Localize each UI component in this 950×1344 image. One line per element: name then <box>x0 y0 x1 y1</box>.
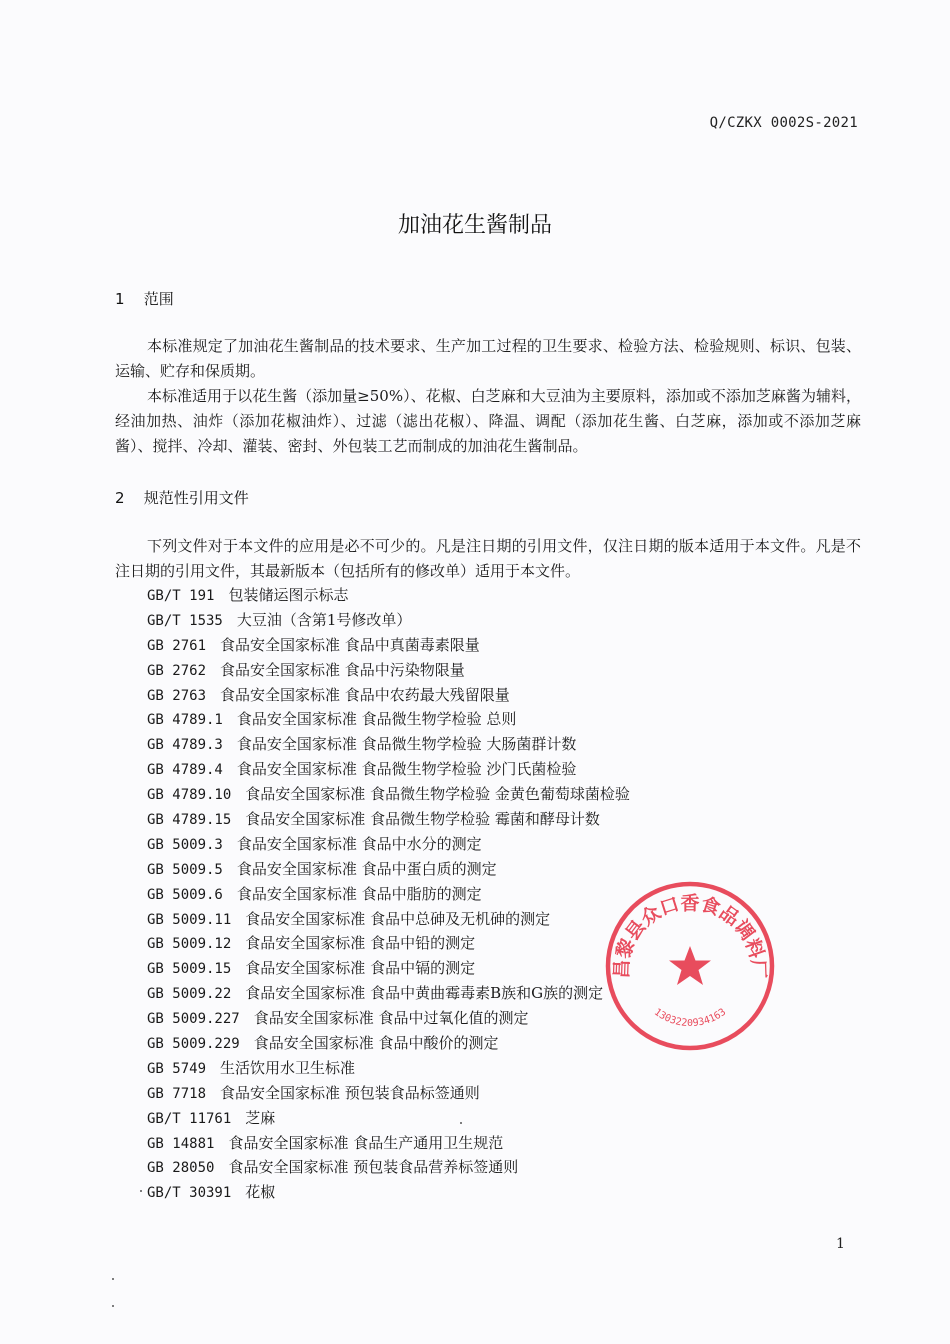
reference-code: GB 2763 <box>147 687 207 704</box>
scan-speck <box>140 1190 142 1192</box>
reference-title: 食品安全国家标准 食品中黄曲霉毒素B族和G族的测定 <box>245 984 604 1003</box>
reference-code: GB 2761 <box>147 637 207 654</box>
reference-list <box>147 583 630 1205</box>
reference-item <box>147 807 630 832</box>
section-2-paragraph-1: 下列文件对于本文件的应用是必不可少的。凡是注日期的引用文件，仅注日期的版本适用于本文件。凡是不注日期的引用文件，其最新版本（包括所有的修改单）适用于本文件。 <box>115 537 861 580</box>
reference-code: GB 7718 <box>147 1085 207 1102</box>
section-title: 范围 <box>143 290 174 308</box>
reference-title: 食品安全国家标准 食品中总砷及无机砷的测定 <box>245 909 551 928</box>
reference-title: 食品安全国家标准 食品中过氧化值的测定 <box>253 1009 529 1028</box>
scan-speck <box>112 1305 114 1307</box>
reference-item <box>147 1155 630 1180</box>
section-1-heading <box>115 288 174 309</box>
reference-item <box>147 1056 630 1081</box>
reference-item <box>147 633 630 658</box>
reference-code: GB 4789.10 <box>147 787 232 804</box>
reference-code: GB 14881 <box>147 1135 215 1152</box>
reference-title: 食品安全国家标准 食品微生物学检验 沙门氏菌检验 <box>236 760 577 779</box>
reference-code: GB 5749 <box>147 1060 207 1077</box>
reference-code: GB 4789.15 <box>147 812 232 829</box>
reference-title: 食品安全国家标准 预包装食品标签通则 <box>220 1083 480 1102</box>
reference-title: 食品安全国家标准 食品中铅的测定 <box>245 934 476 953</box>
document-code: Q/CZKX 0002S-2021 <box>709 115 858 131</box>
reference-code: GB/T 11761 <box>147 1110 232 1127</box>
reference-item <box>147 857 630 882</box>
reference-code: GB 5009.11 <box>147 911 232 928</box>
scan-speck <box>112 1278 114 1280</box>
section-number: 1 <box>115 290 125 308</box>
reference-code: GB 2762 <box>147 662 207 679</box>
section-title: 规范性引用文件 <box>143 489 249 507</box>
reference-item <box>147 907 630 932</box>
scan-speck <box>460 1122 462 1124</box>
reference-title: 食品安全国家标准 食品微生物学检验 总则 <box>236 710 517 729</box>
reference-title: 食品安全国家标准 食品微生物学检验 霉菌和酵母计数 <box>245 810 600 829</box>
reference-title: 芝麻 <box>245 1108 276 1127</box>
reference-title: 食品安全国家标准 预包装食品营养标签通则 <box>228 1158 519 1177</box>
reference-item <box>147 1006 630 1031</box>
reference-code: GB 4789.3 <box>147 737 223 754</box>
reference-code: GB 5009.5 <box>147 861 223 878</box>
reference-title: 生活饮用水卫生标准 <box>220 1058 356 1077</box>
reference-code: GB 5009.15 <box>147 961 232 978</box>
reference-title: 包装储运图示标志 <box>228 586 349 604</box>
section-number: 2 <box>115 489 125 507</box>
reference-title: 大豆油（含第1号修改单） <box>236 610 412 629</box>
reference-code: GB 5009.6 <box>147 886 223 903</box>
reference-code: GB 5009.3 <box>147 836 223 853</box>
reference-title: 食品安全国家标准 食品微生物学检验 大肠菌群计数 <box>236 735 577 754</box>
reference-code: GB 5009.12 <box>147 936 232 953</box>
reference-code: GB 28050 <box>147 1160 215 1177</box>
reference-item <box>147 683 630 708</box>
reference-item <box>147 1031 630 1056</box>
reference-code: GB 5009.227 <box>147 1011 240 1028</box>
reference-code: GB 5009.22 <box>147 986 232 1003</box>
section-2-heading <box>115 487 249 508</box>
reference-title: 食品安全国家标准 食品中农药最大残留限量 <box>220 685 510 704</box>
reference-code: GB 4789.1 <box>147 712 223 729</box>
official-seal-stamp <box>604 880 776 1052</box>
reference-title: 食品安全国家标准 食品生产通用卫生规范 <box>228 1133 504 1152</box>
reference-item <box>147 1131 630 1156</box>
page-number: 1 <box>836 1236 845 1252</box>
reference-item <box>147 707 630 732</box>
reference-item <box>147 757 630 782</box>
reference-title: 食品安全国家标准 食品中水分的测定 <box>236 834 482 853</box>
reference-item <box>147 931 630 956</box>
reference-code: GB/T 1535 <box>147 612 223 629</box>
star-icon <box>669 946 711 985</box>
section-1-paragraph-2: 本标准适用于以花生酱（添加量≥50%）、花椒、白芝麻和大豆油为主要原料，添加或不添加芝麻酱为辅料，经油加热、油炸（添加花椒油炸）、过滤（滤出花椒）、降温、调配（添加花生酱、白芝麻，添加或不添加芝麻酱）、搅拌、冷却、灌装、密封、外包装工艺而制成的加油花生酱制品。 <box>115 387 861 455</box>
seal-serial-path: 1303220934163 <box>651 1006 729 1029</box>
seal-name-path: 昌黎县众口香食品调料厂 <box>610 892 770 979</box>
reference-code: GB 4789.4 <box>147 762 223 779</box>
reference-item <box>147 583 630 608</box>
reference-code: GB/T 191 <box>147 588 215 604</box>
reference-title: 花椒 <box>245 1183 276 1202</box>
reference-title: 食品安全国家标准 食品微生物学检验 金黄色葡萄球菌检验 <box>245 785 630 804</box>
reference-item <box>147 732 630 757</box>
reference-item <box>147 882 630 907</box>
reference-item <box>147 1081 630 1106</box>
reference-title: 食品安全国家标准 食品中污染物限量 <box>220 660 465 679</box>
reference-item <box>147 782 630 807</box>
reference-code: GB/T 30391 <box>147 1185 232 1202</box>
reference-title: 食品安全国家标准 食品中真菌毒素限量 <box>220 635 480 654</box>
reference-item <box>147 956 630 981</box>
seal-serial-text <box>652 1007 728 1029</box>
reference-code: GB 5009.229 <box>147 1036 240 1053</box>
section-1-paragraph-1: 本标准规定了加油花生酱制品的技术要求、生产加工过程的卫生要求、检验方法、检验规则、标识、包装、运输、贮存和保质期。 <box>115 337 861 380</box>
reference-item <box>147 1106 630 1131</box>
reference-item <box>147 658 630 683</box>
reference-item <box>147 981 630 1006</box>
reference-item <box>147 1180 630 1205</box>
document-title: 加油花生酱制品 <box>397 213 552 238</box>
reference-title: 食品安全国家标准 食品中镉的测定 <box>245 959 476 978</box>
reference-item <box>147 832 630 857</box>
reference-item <box>147 608 630 633</box>
reference-title: 食品安全国家标准 食品中脂肪的测定 <box>236 884 482 903</box>
reference-title: 食品安全国家标准 食品中酸价的测定 <box>253 1034 499 1053</box>
reference-title: 食品安全国家标准 食品中蛋白质的测定 <box>236 859 497 878</box>
